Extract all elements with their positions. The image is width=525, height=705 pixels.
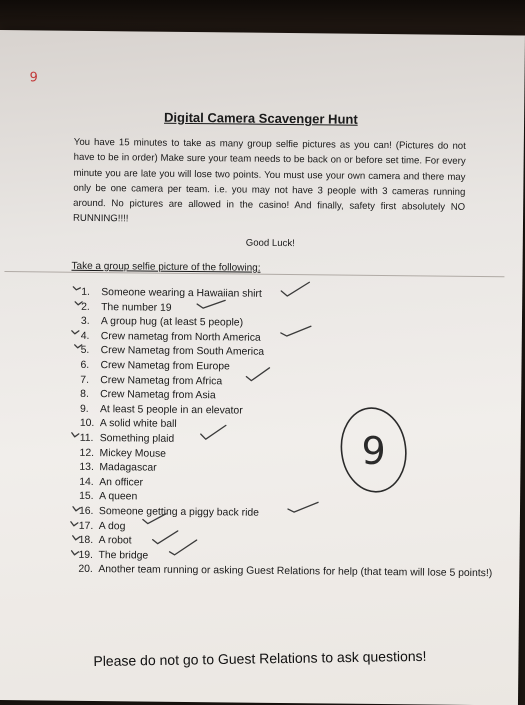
margin-tick-5 [75, 345, 82, 348]
paper-sheet [0, 30, 525, 705]
list-item: 14. An officer [79, 476, 144, 489]
document-title: Digital Camera Scavenger Hunt [164, 109, 358, 127]
list-item: 2. The number 19 [81, 301, 172, 314]
check-item-4 [281, 326, 311, 336]
check-item-11 [201, 425, 226, 439]
margin-tick-16 [73, 507, 80, 511]
margin-tick-1 [73, 287, 80, 290]
list-item: 12. Mickey Mouse [79, 447, 167, 460]
score-value: 9 [361, 428, 386, 474]
check-item-7 [246, 368, 269, 381]
margin-tick-17 [71, 522, 78, 526]
margin-tick-2 [75, 302, 82, 305]
list-item: 11. Something plaid [79, 432, 175, 445]
check-item-17 [143, 514, 166, 524]
list-item: 17. A dog [78, 520, 126, 532]
check-item-2 [197, 300, 225, 308]
margin-tick-19 [72, 551, 79, 555]
list-item: 9. At least 5 people in an elevator [79, 403, 243, 417]
list-item: 18. A robot [78, 534, 132, 547]
list-item: 10. A solid white ball [79, 418, 177, 431]
list-item: 13. Madagascar [79, 461, 157, 474]
good-luck-text: Good Luck! [245, 237, 295, 250]
handwritten-page-number: 9 [29, 70, 38, 86]
list-item: 15. A queen [79, 491, 138, 503]
margin-tick-11 [72, 433, 79, 437]
margin-tick-18 [73, 536, 80, 540]
check-item-19 [170, 540, 197, 555]
check-item-16 [288, 502, 318, 512]
intro-paragraph: You have 15 minutes to take as many group selfie pictures as you can! (Pictures do not have to be in order) Make sure your team needs to be back on or before set time. For every minute you are late you will lose two points. You must use your own camera and there may only be one camera per team. i.e. you may not have 3 people with 3 cameras running around. No pictures are allowed in the casino! And finally, safety first absolutely NO RUNNING!!!! [72, 136, 466, 225]
list-item: 1. Someone wearing a Hawaiian shirt [81, 286, 262, 300]
check-item-1 [281, 282, 309, 296]
list-item: 7. Crew Nametag from Africa [80, 374, 223, 387]
list-item: 20. Another team running or asking Guest Relations for help (that team will lose 5 points!) [78, 564, 493, 580]
list-item: 16. Someone getting a piggy back ride [78, 505, 260, 519]
list-item: 19. The bridge [78, 549, 149, 562]
list-item: 3. A group hug (at least 5 people) [80, 316, 244, 329]
list-item: 4. Crew nametag from North America [80, 330, 261, 344]
list-subheading: Take a group selfie picture of the following: [71, 260, 261, 274]
closing-note: Please do not go to Guest Relations to ask questions! [93, 647, 427, 670]
handwritten-check-marks [0, 30, 525, 705]
list-item: 8. Crew Nametag from Asia [80, 389, 216, 402]
circled-score [335, 406, 416, 497]
list-item: 5. Crew Nametag from South America [80, 345, 265, 359]
list-item: 6. Crew Nametag from Europe [80, 359, 230, 373]
margin-tick-4 [72, 331, 79, 334]
check-item-18 [153, 531, 178, 544]
